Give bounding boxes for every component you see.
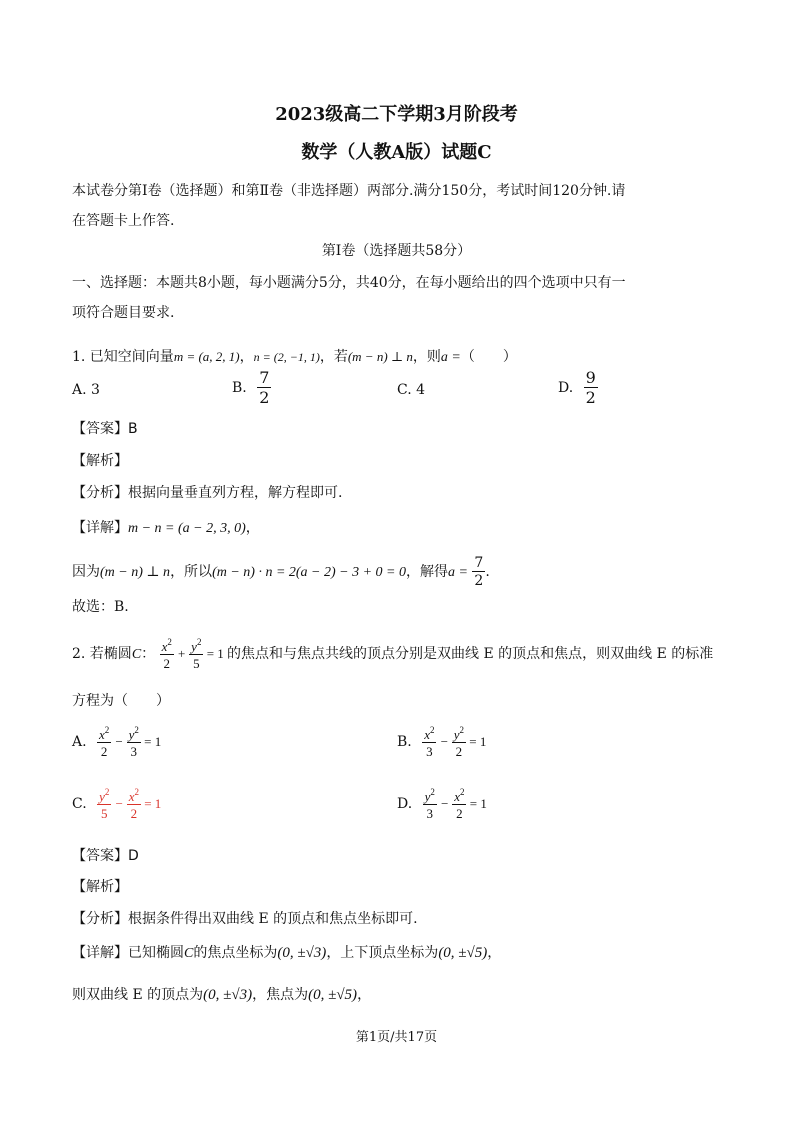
page-number: 第1页/共17页 [355, 1030, 438, 1045]
q1-condition: (m − n) ⊥ n [347, 349, 413, 364]
q1-solve-lhs: a = [448, 565, 468, 580]
q1-solve-den: 2 [474, 573, 484, 589]
intro-line-1: 本试卷分第Ⅰ卷（选择题）和第Ⅱ卷（非选择题）两部分.满分150分，考试时间120分钟.请 [72, 183, 626, 199]
q2-focus-coords: (0, ±√3) [277, 945, 327, 961]
q1-solve-num: 7 [474, 555, 484, 571]
q2-option-d-expr: $\frac{y^2}{3}$ − $\frac{x^2}{2}$ = 1 [424, 787, 487, 821]
q2-option-b-label: B. [397, 733, 412, 750]
q1-detail-step-2: 因为(m − n) ⊥ n，所以(m − n) · n = 2(a − 2) − 3 + 0 = 0，解得a = $\frac{7}{2}$ . [72, 555, 490, 589]
q1-solve-fraction [472, 556, 485, 588]
q1-ask: ，则 [412, 349, 441, 365]
q1-blank: （ ） [460, 349, 517, 365]
q1-step-1-expr: m − n = (a − 2, 3, 0) [128, 521, 246, 536]
q2-hyperbola-focus: (0, ±√5) [308, 987, 358, 1003]
question-1-stem: 1. 已知空间向量m = (a, 2, 1)，n = (2, −1, 1)，若(m − n) ⊥ n，则a =（ ） [72, 349, 517, 365]
document-subtitle: 数学（人教A版）试题C [301, 142, 492, 163]
q2-colon: ： [141, 645, 156, 662]
q1-because: 因为 [72, 564, 100, 580]
q2-analysis-tag: 【解析】 [72, 879, 128, 895]
q1-option-d-fraction [584, 370, 598, 406]
q1-fenxi-text: 根据向量垂直列方程，解方程即可. [128, 485, 343, 501]
q2-option-a [72, 725, 162, 759]
q2-option-c-expr: $\frac{y^2}{5}$ − $\frac{x^2}{2}$ = 1 [99, 787, 162, 821]
q1-option-b-den: 2 [259, 388, 270, 407]
q2-option-b-expr: $\frac{x^2}{3}$ − $\frac{y^2}{2}$ = 1 [424, 725, 487, 759]
q2-detail-2a: 则双曲线 E 的顶点为 [72, 987, 204, 1003]
q1-prefix: 1. 已知空间向量 [72, 349, 174, 365]
q2-option-c [72, 787, 162, 821]
q1-option-a: A. 3 [72, 382, 100, 398]
q1-solve: ，解得 [406, 564, 449, 580]
q1-option-d [558, 370, 598, 406]
q1-option-d-den: 2 [585, 388, 596, 407]
q2-detail-c-var: C [184, 946, 194, 961]
q1-n-vector: n = (2, −1, 1) [253, 350, 320, 364]
q2-fenxi-tag: 【分析】 [72, 911, 128, 927]
q2-answer [72, 845, 139, 865]
q2-detail-2b: ，焦点为 [252, 987, 309, 1003]
q1-answer [72, 418, 138, 438]
instructions-line-2: 项符合题目要求. [72, 305, 175, 321]
q1-option-b-label: B. [232, 380, 247, 396]
q1-fenxi [72, 482, 342, 502]
q2-answer-value: D [128, 848, 139, 864]
q1-conclusion: 故选：B. [72, 599, 129, 615]
q1-answer-tag: 【答案】 [72, 421, 128, 437]
instructions-line-1: 一、选择题：本题共8小题，每小题满分5分，共40分，在每小题给出的四个选项中只有一 [72, 275, 626, 291]
q2-fenxi-text: 根据条件得出双曲线 E 的顶点和焦点坐标即可. [128, 911, 418, 927]
q2-fenxi [72, 908, 418, 928]
q1-a-eq: a = [440, 350, 461, 365]
q2-detail-1a: 已知椭圆 [128, 945, 184, 961]
q2-option-a-expr: $\frac{x^2}{2}$ − $\frac{y^2}{3}$ = 1 [99, 725, 162, 759]
q1-analysis-tag: 【解析】 [72, 453, 128, 469]
q1-so-expr: (m − n) · n = 2(a − 2) − 3 + 0 = 0 [212, 565, 407, 580]
q2-detail-line-2 [72, 984, 371, 1004]
q1-so: ，所以 [170, 564, 213, 580]
q2-vertex-coords: (0, ±√5) [438, 945, 488, 961]
q1-option-b [232, 370, 271, 406]
q2-detail-1b: 的焦点坐标为 [193, 945, 278, 961]
q2-detail-2c: ， [357, 987, 372, 1003]
q1-detail-tag: 【详解】 [72, 520, 128, 536]
q1-option-d-num: 9 [585, 368, 596, 387]
q1-because-expr: (m − n) ⊥ n [100, 565, 171, 580]
q1-m-vector: m = (a, 2, 1) [173, 349, 240, 364]
question-2-stem [72, 637, 714, 671]
q2-option-d [397, 787, 487, 821]
q2-prefix: 2. 若椭圆 [72, 645, 132, 662]
q2-option-c-label: C. [72, 795, 87, 812]
q2-c-var: C [131, 646, 142, 662]
q2-hyperbola-vertex: (0, ±√3) [203, 987, 253, 1003]
q1-detail-step-1 [72, 517, 260, 537]
section-heading: 第Ⅰ卷（选择题共58分） [321, 243, 472, 259]
q1-answer-value: B [128, 421, 138, 437]
q1-if: ，若 [319, 349, 348, 365]
q2-detail-1c: ，上下顶点坐标为 [326, 945, 439, 961]
q2-detail-tag: 【详解】 [72, 945, 128, 961]
q2-option-b [397, 725, 487, 759]
q2-option-d-label: D. [397, 795, 413, 812]
q1-step-1-end: ， [245, 520, 260, 536]
q2-line-2: 方程为（ ） [72, 693, 170, 709]
q1-option-d-label: D. [558, 380, 574, 396]
q2-answer-tag: 【答案】 [72, 848, 128, 864]
q2-option-a-label: A. [72, 733, 87, 750]
intro-line-2: 在答题卡上作答. [72, 213, 175, 229]
document-title: 2023级高二下学期3月阶段考 [275, 104, 518, 125]
q2-text: 的焦点和与焦点共线的顶点分别是双曲线 E 的顶点和焦点，则双曲线 E 的标准 [227, 645, 714, 662]
q2-detail-1d: ， [487, 945, 502, 961]
q2-detail-line-1 [72, 942, 501, 962]
q1-option-b-fraction [257, 370, 271, 406]
q1-fenxi-tag: 【分析】 [72, 485, 128, 501]
q1-option-b-num: 7 [259, 368, 270, 387]
q2-ellipse-equation: $\frac{x^2}{2}$ + $\frac{y^2}{5}$ = 1 [161, 637, 224, 671]
q1-option-c: C. 4 [397, 382, 426, 398]
